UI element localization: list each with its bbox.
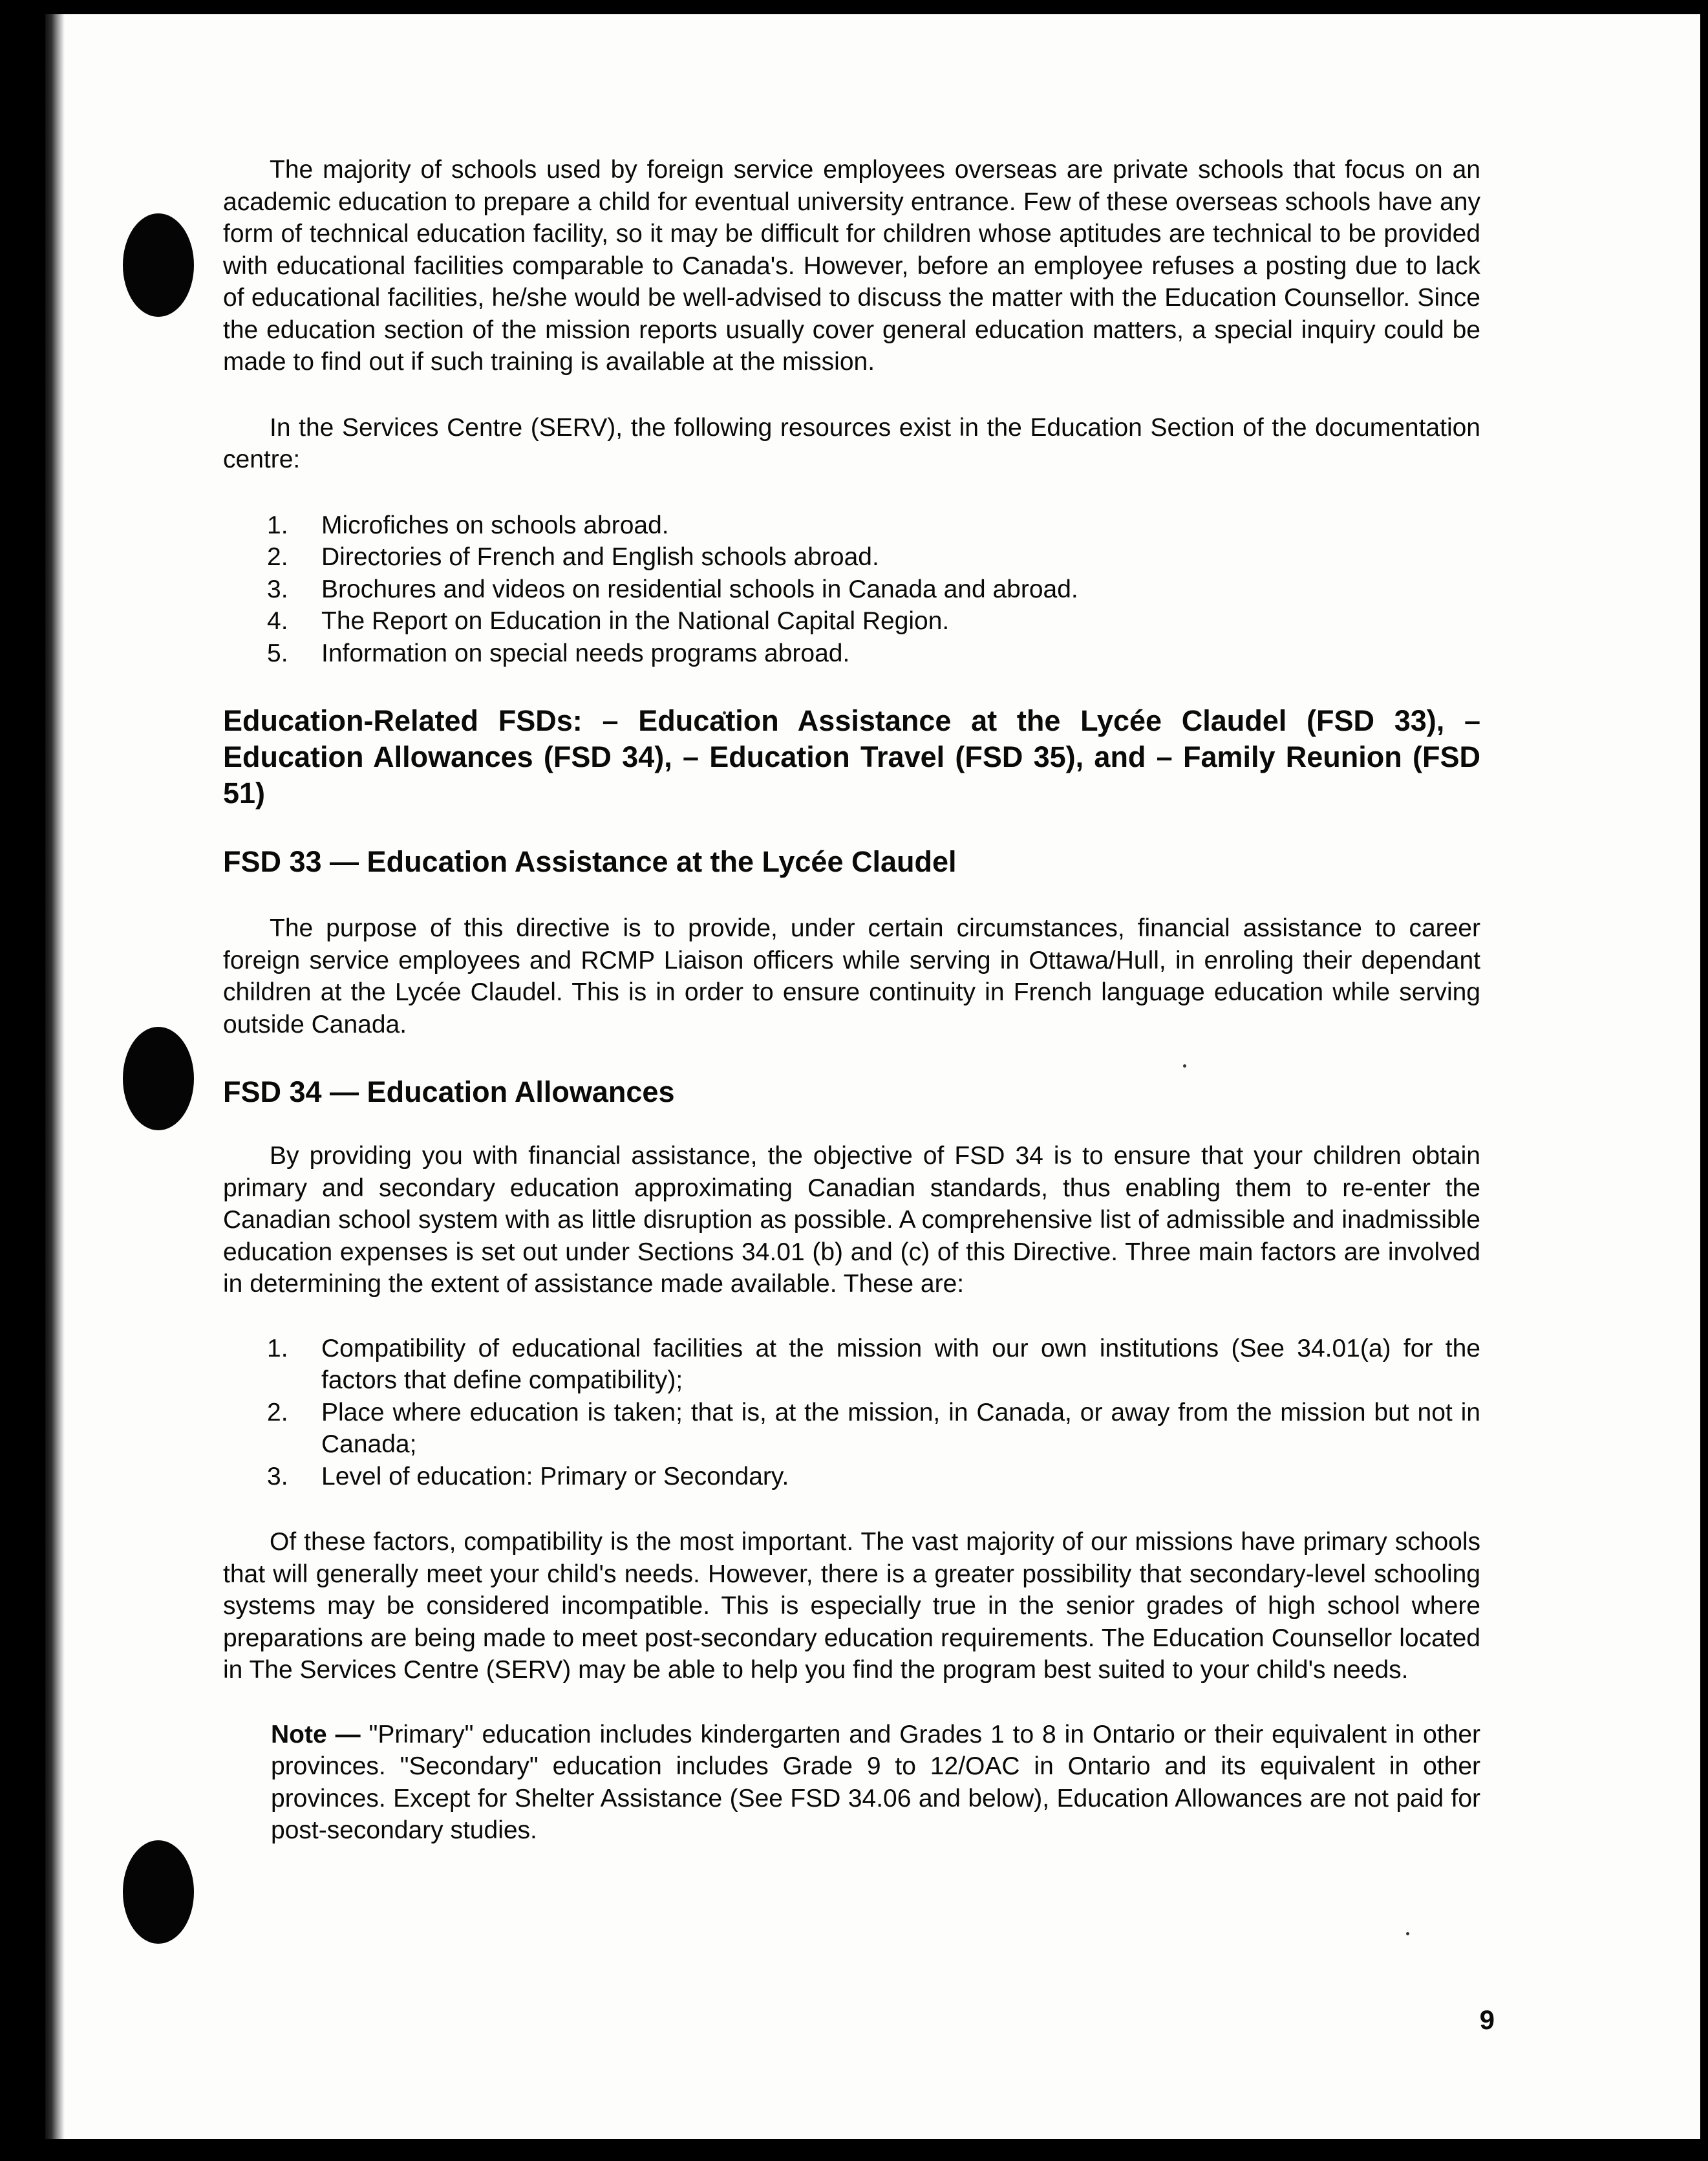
page-number: 9 xyxy=(1479,2005,1495,2035)
punch-hole xyxy=(123,1840,194,1944)
note-paragraph xyxy=(223,1719,1480,1847)
punch-hole xyxy=(123,213,194,317)
fsd33-heading: FSD 33 — Education Assistance at the Lycée Claudel xyxy=(223,845,957,878)
list-item: 3. Brochures and videos on residential schools in Canada and abroad. xyxy=(267,575,1078,603)
note-text: "Primary" education includes kindergarten and Grades 1 to 8 in Ontario or their equivalent in other provinces. "Secondary" education includes Grade 9 to 12/OAC in Ontario and its equivalent in other provinces. Except for Shelter Assistance (See FSD 34.06 and below), Education Allowances are not paid for post-secondary studies. xyxy=(271,1720,1481,1844)
list-item: 2. Place where education is taken; that is, at the mission, in Canada, or away from the mission but not in Canada; xyxy=(267,1398,1480,1458)
fsd34-heading: FSD 34 — Education Allowances xyxy=(223,1075,675,1108)
list-item: 2. Directories of French and English schools abroad. xyxy=(267,543,879,571)
list-item: 1. Microfiches on schools abroad. xyxy=(267,511,669,539)
factors-list xyxy=(223,1333,1480,1493)
compatibility-paragraph: Of these factors, compatibility is the most important. The vast majority of our missions have primary schools that will generally meet your child's needs. However, there is a greater possibility that secondary-level schooling systems may be considered incompatible. This is especially true in the senior grades of high school where preparations are being made to meet post-secondary education requirements. The Education Counsellor located in The Services Centre (SERV) may be able to help you find the program best suited to your child's needs. xyxy=(223,1528,1480,1684)
services-centre-paragraph: In the Services Centre (SERV), the following resources exist in the Education Section of the documentation centre: xyxy=(223,413,1480,473)
binding-edge xyxy=(45,14,65,2139)
resources-list xyxy=(223,510,1480,670)
list-item: 4. The Report on Education in the National Capital Region. xyxy=(267,607,950,635)
note-label: Note — xyxy=(271,1720,361,1748)
fsd33-paragraph: The purpose of this directive is to provide, under certain circumstances, financial assistance to career foreign service employees and RCMP Liaison officers while serving in Ottawa/Hull, in enroling their dependant children at the Lycée Claudel. This is in order to ensure continuity in French language education while serving outside Canada. xyxy=(223,914,1480,1038)
list-item: 1. Compatibility of educational facilities at the mission with our own institutions (See 34.01(a) for the factors that define compatibility); xyxy=(267,1334,1480,1394)
list-item: 3. Level of education: Primary or Secondary. xyxy=(267,1462,789,1490)
related-fsds-heading: Education-Related FSDs: – Education Assistance at the Lycée Claudel (FSD 33), – Education Allowances (FSD 34), – Education Travel (FSD 35), and – Family Reunion (FSD 51) xyxy=(223,704,1480,810)
punch-hole xyxy=(123,1027,194,1130)
scan-speck xyxy=(1406,1932,1409,1935)
fsd34-paragraph: By providing you with financial assistance, the objective of FSD 34 is to ensure that your children obtain primary and secondary education approximating Canadian standards, thus enabling them to re-enter the Canadian school system with as little disruption as possible. A comprehensive list of admissible and inadmissible education expenses is set out under Sections 34.01 (b) and (c) of this Directive. Three main factors are involved in determining the extent of assistance made available. These are: xyxy=(223,1142,1480,1298)
intro-paragraph: The majority of schools used by foreign service employees overseas are private schools that focus on an academic education to prepare a child for eventual university entrance. Few of these overseas schools have any form of technical education facility, so it may be difficult for children whose aptitudes are technical to be provided with educational facilities comparable to Canada's. However, before an employee refuses a posting due to lack of educational facilities, he/she would be well-advised to discuss the matter with the Education Counsellor. Since the education section of the mission reports usually cover general education matters, a special inquiry could be made to find out if such training is available at the mission. xyxy=(223,156,1480,376)
list-item: 5. Information on special needs programs abroad. xyxy=(267,639,850,667)
document-body xyxy=(223,154,1480,1847)
